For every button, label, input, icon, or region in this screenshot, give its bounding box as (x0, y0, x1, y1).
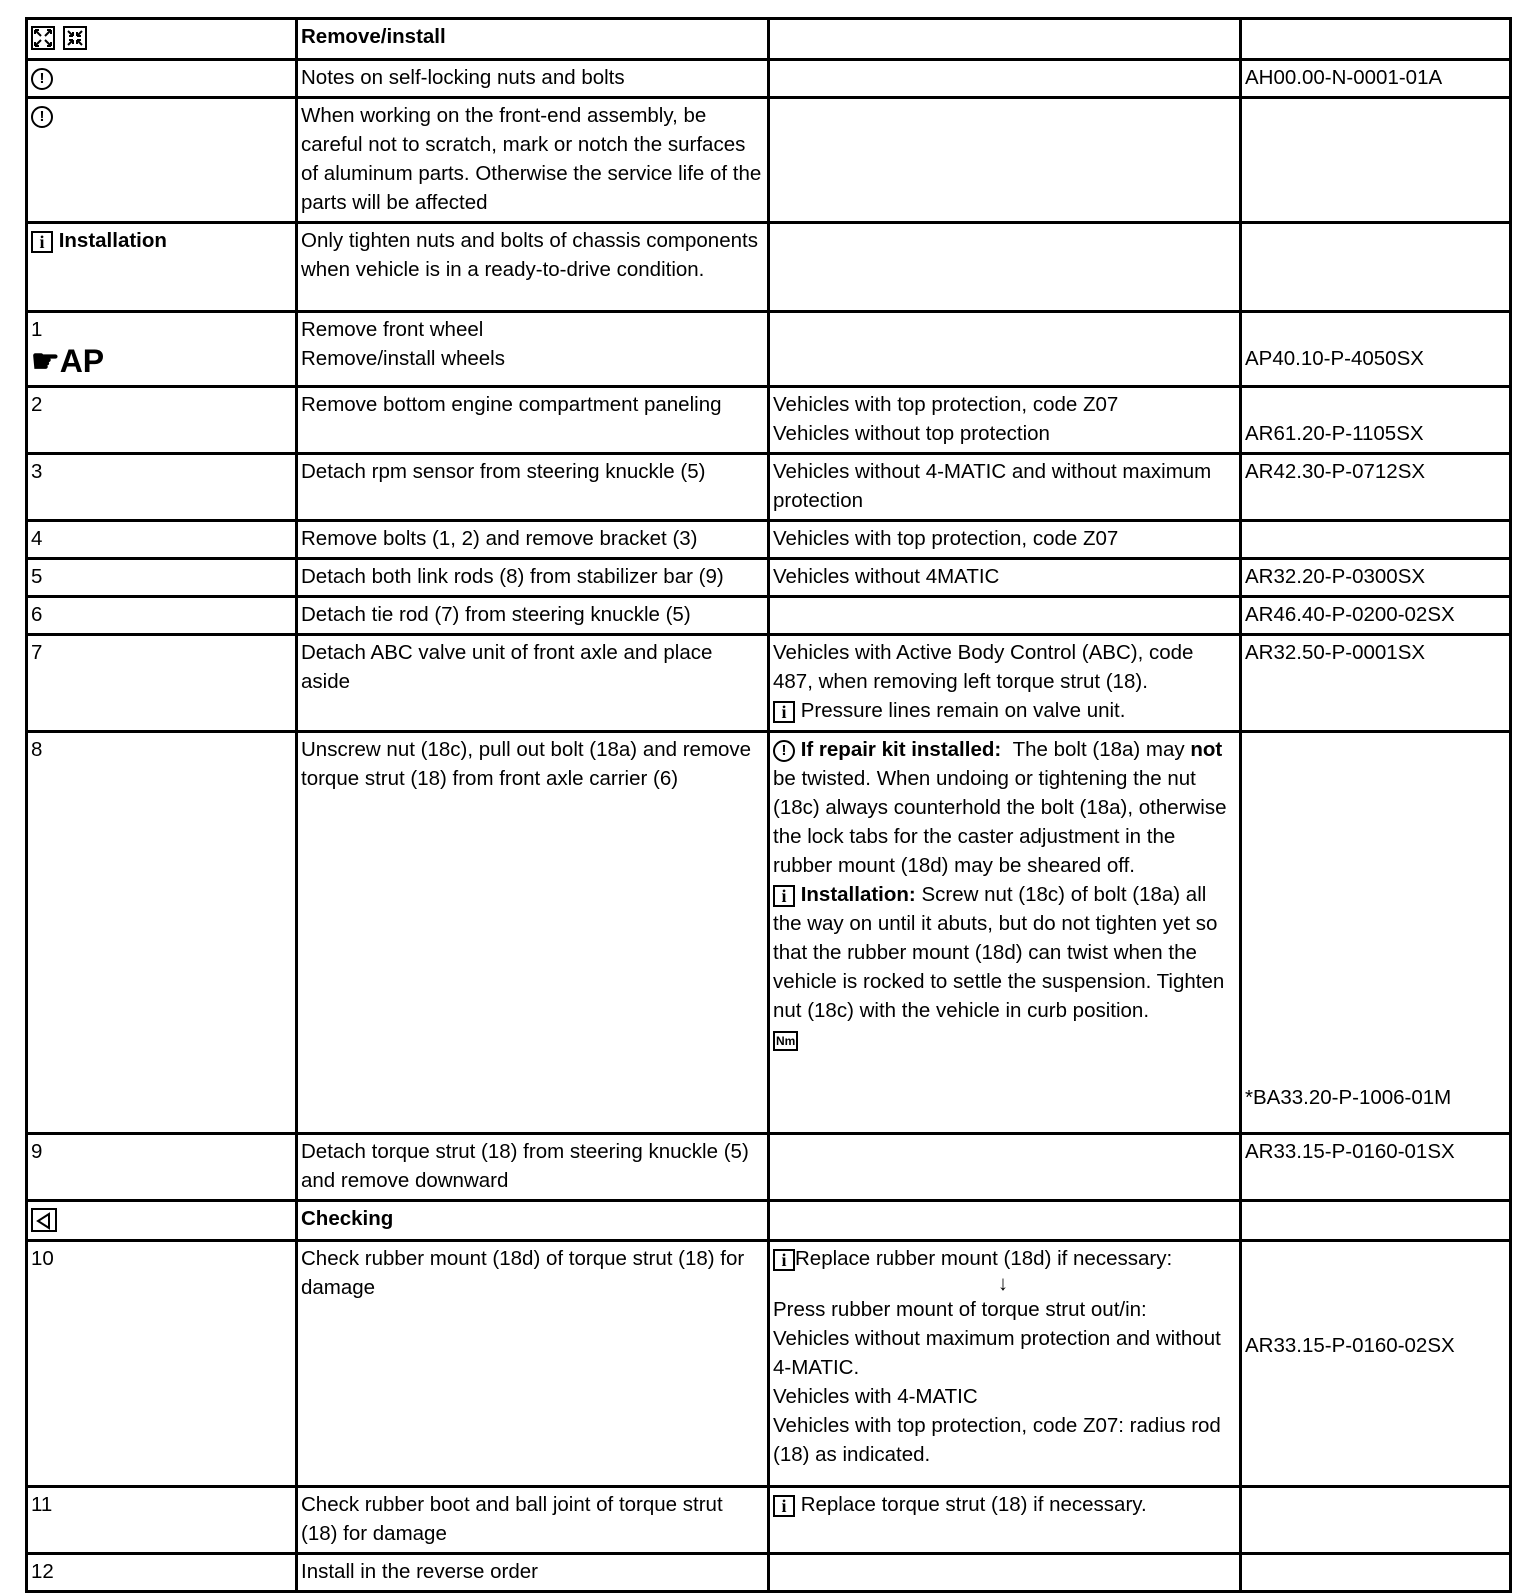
condition-text: Vehicles with Active Body Control (ABC), code 487, when removing left torque strut (18). (773, 641, 1194, 693)
step-text: Detach torque strut (18) from steering knuckle (5) and remove downward (297, 1134, 769, 1201)
installation-label: Installation (58, 229, 167, 252)
info-text: Replace rubber mount (18d) if necessary: (795, 1247, 1173, 1270)
condition-text: Vehicles with 4-MATIC (773, 1385, 978, 1408)
header-cell-4 (1241, 19, 1511, 60)
step-subtext: Remove/install wheels (301, 347, 505, 370)
installation-label: Installation: (800, 883, 916, 906)
document-reference[interactable]: AR32.20-P-0300SX (1241, 559, 1511, 597)
step-number: 8 (27, 732, 297, 1134)
step-number: 10 (27, 1241, 297, 1487)
condition-text: Vehicles with top protection, code Z07: radius rod (18) as indicated. (773, 1414, 1221, 1466)
step-number: 2 (27, 387, 297, 454)
document-reference[interactable]: AR33.15-P-0160-02SX (1245, 1334, 1455, 1357)
info-icon: i (31, 231, 53, 253)
collapse-icon[interactable] (63, 26, 87, 50)
table-row (27, 635, 1511, 732)
header-icons-cell (27, 19, 297, 60)
step-number: 6 (27, 597, 297, 635)
warning-text-cont: be twisted. When undoing or tightening the nut (18c) always counterhold the bolt (18a), otherwise the lock tabs for the caster adjustment in the rubber mount (18d) may be sheared off. (773, 767, 1227, 877)
table-row (27, 732, 1511, 1134)
info-text: Pressure lines remain on valve unit. (800, 699, 1126, 722)
warning-label: If repair kit installed: (800, 738, 1002, 761)
table-row (27, 521, 1511, 559)
note-icon: ! (773, 740, 795, 762)
step-text: When working on the front-end assembly, be careful not to scratch, mark or notch the surfaces of aluminum parts. Otherwise the service life of the parts will be affected (297, 98, 769, 223)
step-text: Notes on self-locking nuts and bolts (297, 60, 769, 98)
condition-text: Vehicles with top protection, code Z07 (773, 393, 1119, 416)
table-row (27, 387, 1511, 454)
table-row (27, 597, 1511, 635)
info-icon: i (773, 1495, 795, 1517)
condition-text: Vehicles with top protection, code Z07 (769, 521, 1241, 559)
table-row (27, 60, 1511, 98)
step-number: 5 (27, 559, 297, 597)
pointing-hand-icon: ☛ (31, 343, 60, 379)
ap-reference[interactable]: ☛AP (31, 343, 105, 379)
header-row (27, 19, 1511, 60)
document-reference[interactable]: AH00.00-N-0001-01A (1241, 60, 1511, 98)
table-row (27, 1201, 1511, 1241)
back-arrow-icon (31, 1208, 57, 1232)
step-number: 7 (27, 635, 297, 732)
document-reference[interactable]: *BA33.20-P-1006-01M (1245, 1086, 1452, 1109)
step-text: Detach rpm sensor from steering knuckle (5) (297, 454, 769, 521)
step-number: 12 (27, 1554, 297, 1592)
table-row (27, 223, 1511, 312)
condition-text: Vehicles without maximum protection and without 4-MATIC. (773, 1327, 1221, 1379)
info-text: Replace torque strut (18) if necessary. (800, 1493, 1147, 1516)
note-icon: ! (31, 68, 53, 90)
expand-icon[interactable] (31, 26, 55, 50)
info-icon: i (773, 701, 795, 723)
torque-nm-icon[interactable]: Nm (773, 1031, 798, 1051)
table-row (27, 1554, 1511, 1592)
info-icon: i (773, 1249, 795, 1271)
procedure-table (25, 17, 1512, 1593)
table-row (27, 1487, 1511, 1554)
step-text: Detach both link rods (8) from stabilizer bar (9) (297, 559, 769, 597)
step-text: Check rubber mount (18d) of torque strut (18) for damage (297, 1241, 769, 1487)
document-reference[interactable]: AR42.30-P-0712SX (1241, 454, 1511, 521)
table-row (27, 454, 1511, 521)
table-row (27, 312, 1511, 387)
document-reference[interactable]: AR33.15-P-0160-01SX (1241, 1134, 1511, 1201)
step-number: 1 (31, 318, 43, 341)
document-reference[interactable]: AR61.20-P-1105SX (1245, 422, 1424, 445)
condition-text: Vehicles without 4-MATIC and without maximum protection (769, 454, 1241, 521)
step-number: 11 (27, 1487, 297, 1554)
condition-text: Vehicles without 4MATIC (769, 559, 1241, 597)
step-text: Only tighten nuts and bolts of chassis components when vehicle is in a ready-to-drive condition. (297, 223, 769, 312)
down-arrow-icon: ↓ (997, 1272, 1009, 1295)
warning-emphasis: not (1190, 738, 1223, 761)
info-icon: i (773, 885, 795, 907)
step-text: Remove bottom engine compartment paneling (297, 387, 769, 454)
table-row (27, 559, 1511, 597)
table-row (27, 1241, 1511, 1487)
step-text: Install in the reverse order (297, 1554, 769, 1592)
document-reference[interactable]: AR32.50-P-0001SX (1241, 635, 1511, 732)
step-text: Check rubber boot and ball joint of torque strut (18) for damage (297, 1487, 769, 1554)
section-title-checking: Checking (297, 1201, 769, 1241)
step-number: 3 (27, 454, 297, 521)
section-title-remove-install: Remove/install (297, 19, 769, 60)
condition-text: Vehicles without top protection (773, 422, 1050, 445)
step-text: Detach tie rod (7) from steering knuckle (5) (297, 597, 769, 635)
step-text: Remove bolts (1, 2) and remove bracket (3) (297, 521, 769, 559)
document-reference[interactable]: AR46.40-P-0200-02SX (1241, 597, 1511, 635)
header-cell-3 (769, 19, 1241, 60)
table-row (27, 1134, 1511, 1201)
step-text: Unscrew nut (18c), pull out bolt (18a) and remove torque strut (18) from front axle carrier (6) (297, 732, 769, 1134)
step-text: Remove front wheel (301, 318, 484, 341)
warning-text: The bolt (18a) may (1012, 738, 1185, 761)
step-number: 4 (27, 521, 297, 559)
step-text: Detach ABC valve unit of front axle and place aside (297, 635, 769, 732)
instruction-text: Press rubber mount of torque strut out/in: (773, 1298, 1147, 1321)
table-row (27, 98, 1511, 223)
step-number: 9 (27, 1134, 297, 1201)
document-reference[interactable]: AP40.10-P-4050SX (1245, 347, 1424, 370)
note-icon: ! (31, 106, 53, 128)
installation-text: Screw nut (18c) of bolt (18a) all the way on until it abuts, but do not tighten yet so that the rubber mount (18d) can twist when the vehicle is rocked to settle the suspension. Tighten nut (18c) with the vehicle in curb position. (773, 883, 1225, 1022)
